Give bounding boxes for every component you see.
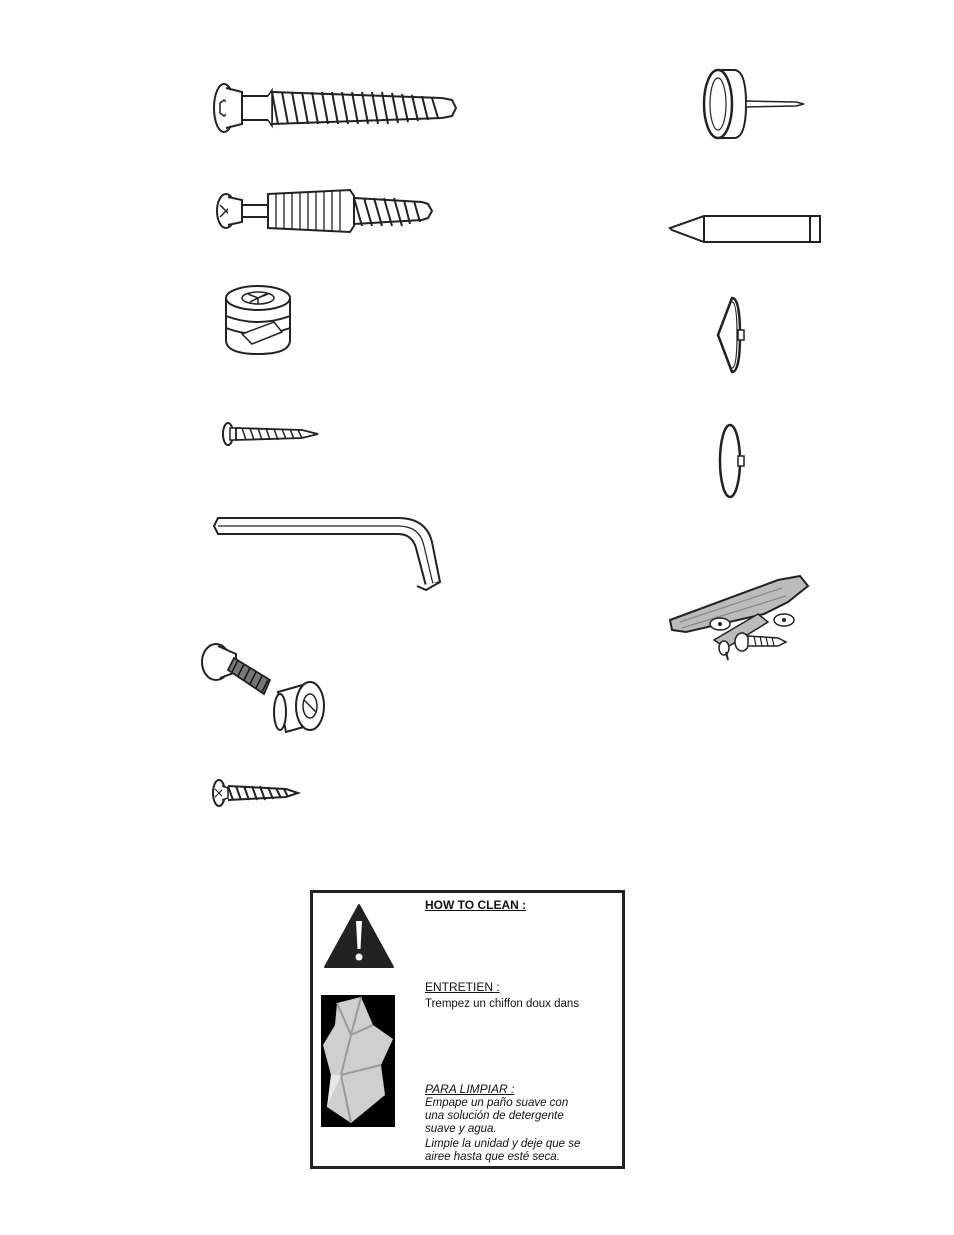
shelf-pin-cup-icon <box>714 294 754 376</box>
long-cam-bolt-screw-icon <box>212 82 462 134</box>
anti-tip-strap-kit-icon <box>668 574 814 660</box>
cam-bolt-with-sleeve-icon <box>214 186 434 236</box>
fr-line-1: Trempez un chiffon doux dans <box>425 998 580 1010</box>
care-instructions-box <box>310 890 625 1169</box>
es-line-4: Limpie la unidad y deje que se <box>425 1138 581 1150</box>
touch-up-crayon-icon <box>668 214 826 244</box>
warning-triangle-icon <box>323 903 395 969</box>
bumper-pad-icon <box>718 422 752 500</box>
fr-heading: ENTRETIEN : <box>425 980 500 994</box>
small-screw-icon <box>222 420 322 448</box>
nail-glide-icon <box>700 66 810 142</box>
es-line-1: Empape un paño suave con <box>425 1097 569 1109</box>
connector-bolt-and-barrel-nut-icon <box>198 640 328 736</box>
es-line-5: airee hasta que esté seca. <box>425 1151 560 1163</box>
cleaning-cloth-photo <box>321 995 395 1127</box>
cam-lock-icon <box>218 282 298 360</box>
en-heading: HOW TO CLEAN : <box>425 898 527 912</box>
es-line-2: una solución de detergente <box>425 1110 564 1122</box>
phillips-wood-screw-icon <box>212 778 302 808</box>
es-line-3: suave y agua. <box>425 1123 497 1135</box>
es-heading: PARA LIMPIAR : <box>425 1082 515 1096</box>
allen-key-icon <box>212 510 444 594</box>
